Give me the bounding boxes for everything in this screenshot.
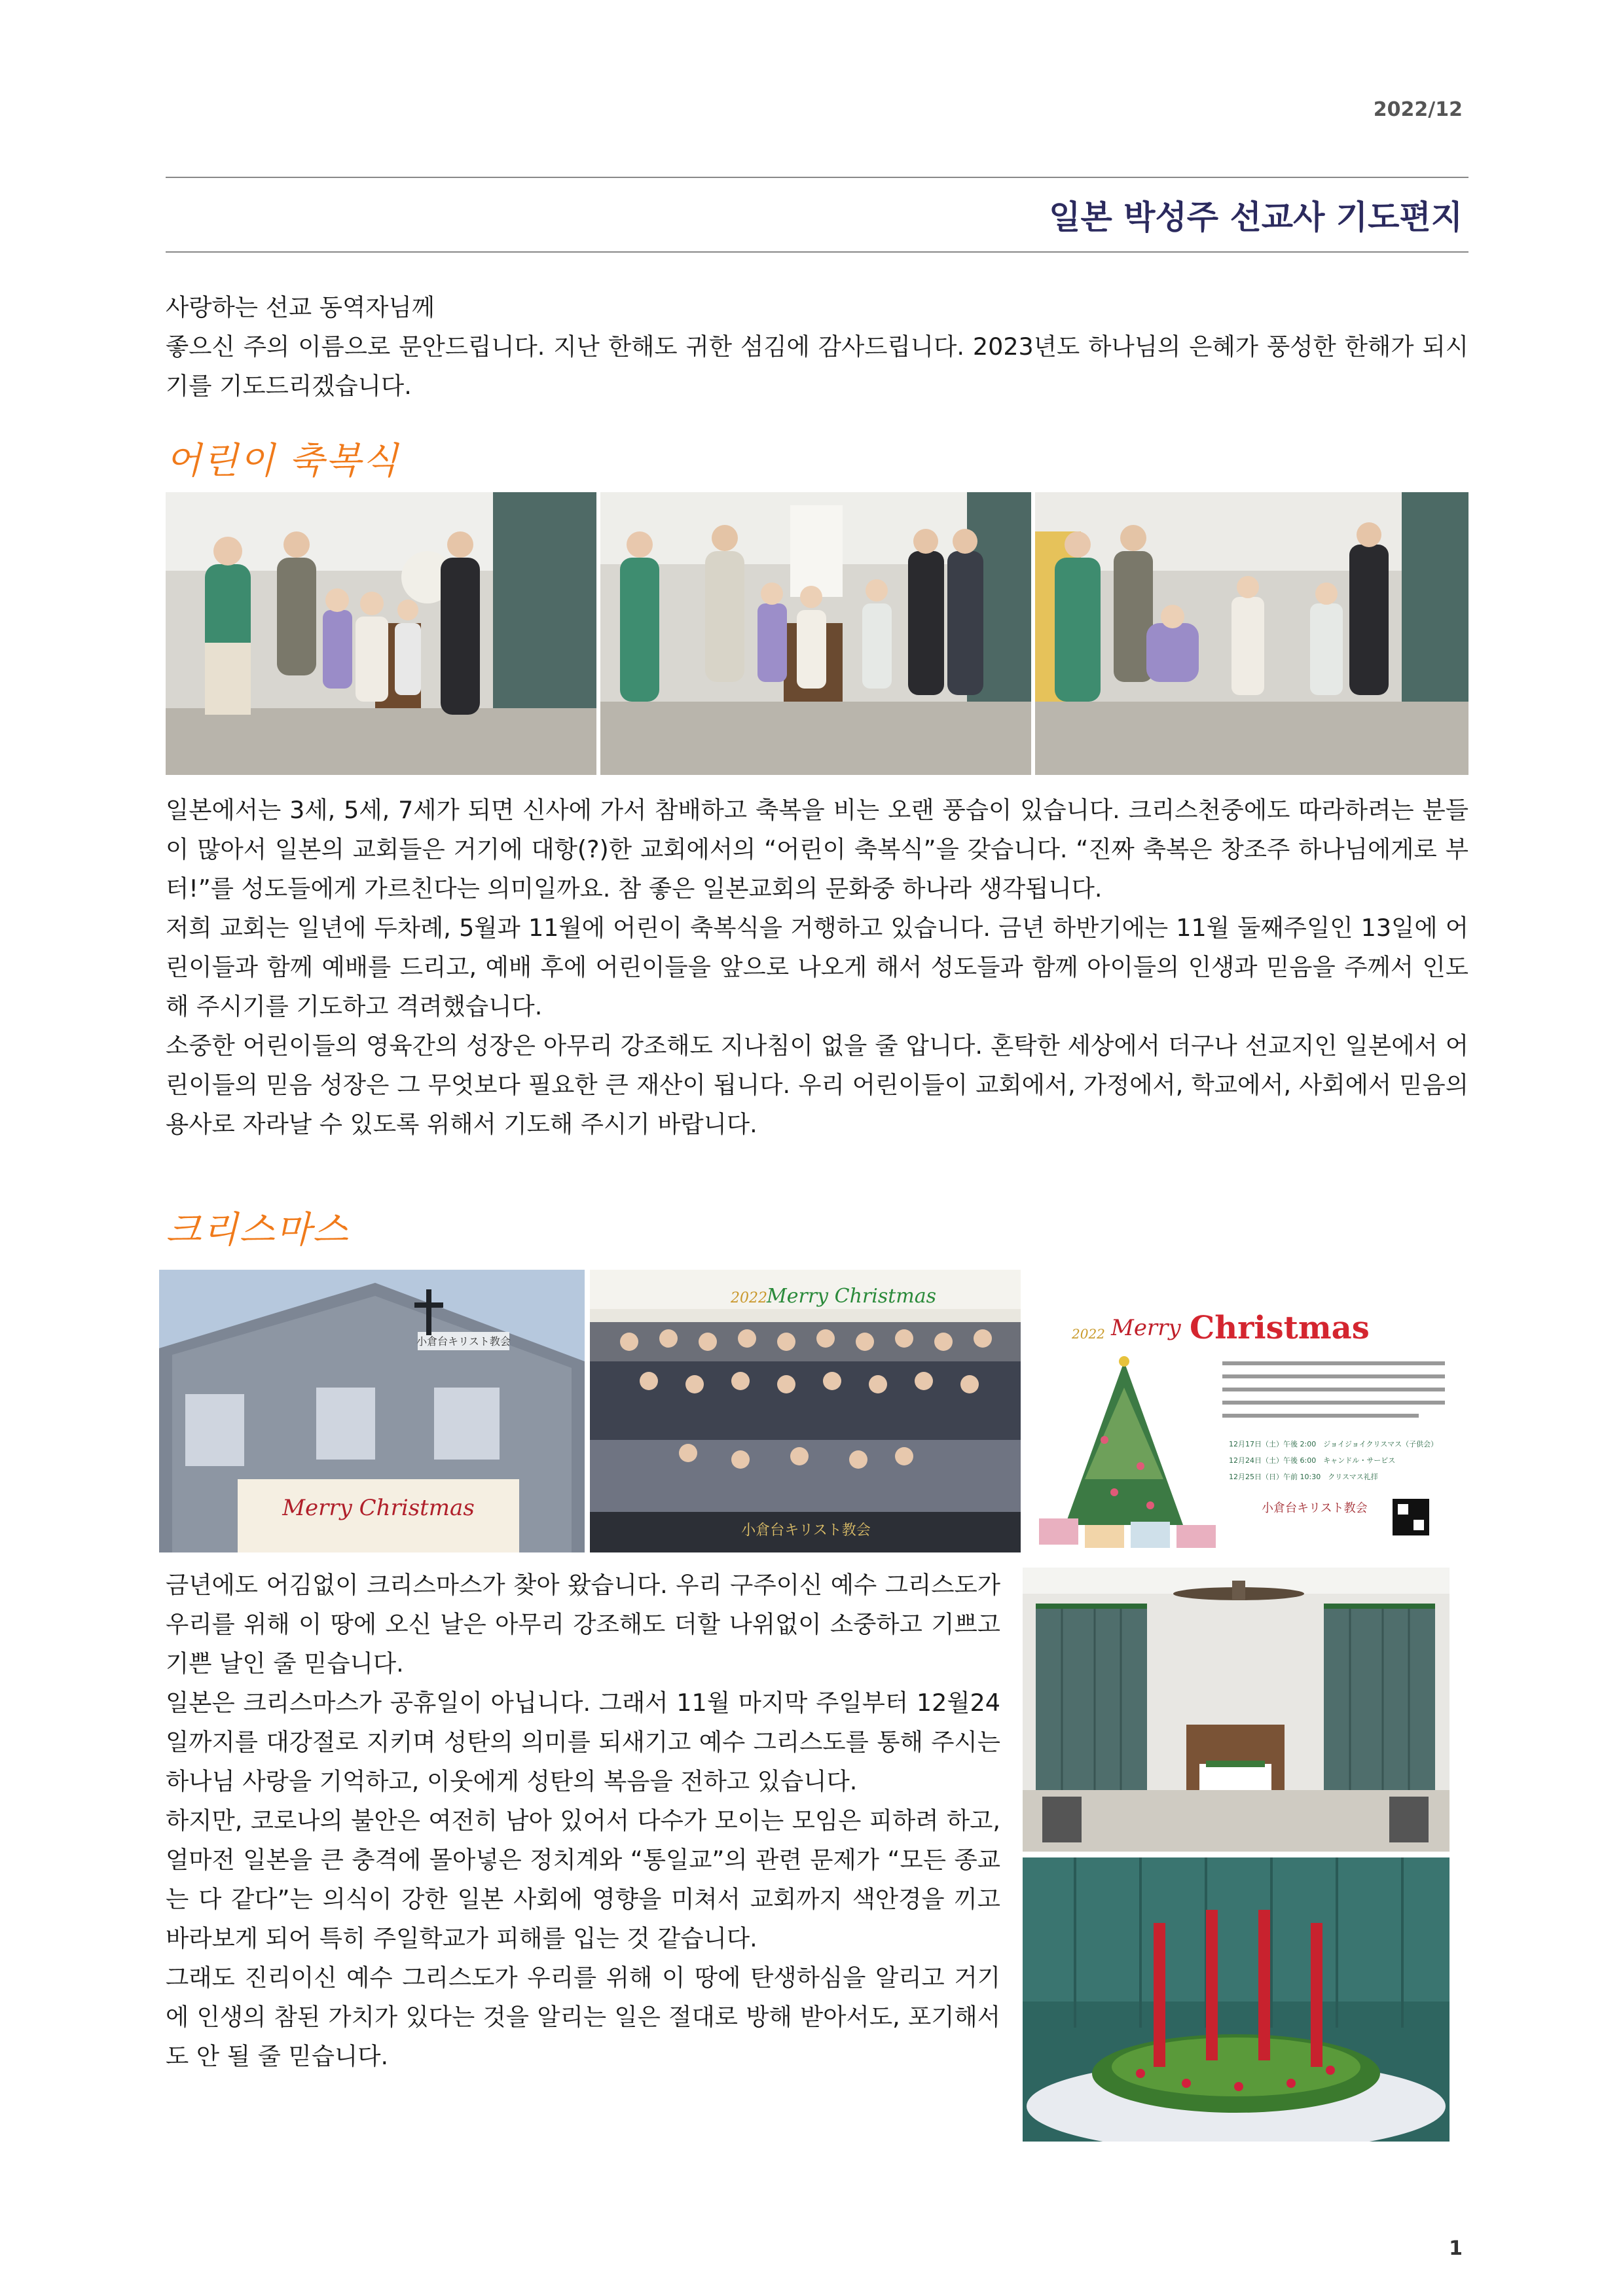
child-blessing-paragraph-3: 소중한 어린이들의 영육간의 성장은 아무리 강조해도 지나침이 없을 줄 압니다. 혼탁한 세상에서 더구나 선교지인 일본에서 어린이들의 믿음 성장은 그 무엇보다 필요한 큰 재산이 됩니다. 우리 어린이들이 교회에서, 가정에서, 학교에서, 사회에서 믿음의 용사로 자라날 수 있도록 위해서 기도해 주시기 바랍니다. <box>166 1031 1468 1138</box>
photo-advent-wreath <box>1023 1857 1450 2142</box>
page-title: 일본 박성주 선교사 기도편지 <box>1049 198 1463 236</box>
section-heading-christmas: 크리스마스 <box>166 1209 350 1251</box>
photo-church-interior <box>1023 1568 1450 1852</box>
greeting: 사랑하는 선교 동역자님께 <box>166 293 435 321</box>
church-sign-text: 小倉台キリスト教会 <box>416 1335 511 1348</box>
flyer-schedule-1: 12月17日（土）午後 2:00 ジョイジョイクリスマス（子供会） <box>1229 1440 1438 1448</box>
banner-merry-christmas: Merry Christmas <box>282 1495 475 1521</box>
flyer-schedule-3: 12月25日（日）午前 10:30 クリスマス礼拝 <box>1229 1473 1378 1481</box>
photo-church-building <box>159 1270 585 1552</box>
intro-body: 좋으신 주의 이름으로 문안드립니다. 지난 한해도 귀한 섬김에 감사드립니다. 2023년도 하나님의 은혜가 풍성한 한해가 되시기를 기도드리겠습니다. <box>166 332 1468 400</box>
christmas-paragraph-3: 하지만, 코로나의 불안은 여전히 남아 있어서 다수가 모이는 모임은 피하려 하고, 얼마전 일본을 큰 충격에 몰아넣은 정치계와 “통일교”의 관련 문제가 “모든 종교는 다 같다”는 의식이 강한 일본 사회에 영향을 미쳐서 교회까지 색안경을 끼고 바라보게 되어 특히 주일학교가 피해를 입는 것 같습니다. <box>166 1806 1000 1952</box>
letter-date: 2022/12 <box>1373 98 1463 121</box>
photo-child-blessing-3 <box>1035 492 1468 775</box>
christmas-paragraph-1: 금년에도 어김없이 크리스마스가 찾아 왔습니다. 우리 구주이신 예수 그리스도가 우리를 위해 이 땅에 오신 날은 아무리 강조해도 더할 나위없이 소중하고 기쁘고 기쁜 날인 줄 믿습니다. <box>166 1571 1000 1677</box>
flyer-christmas: Christmas <box>1190 1310 1370 1346</box>
section-christmas-text <box>166 1566 1000 2076</box>
group-church-name: 小倉台キリスト教会 <box>741 1522 871 1539</box>
flyer-church-name: 小倉台キリスト教会 <box>1262 1501 1368 1515</box>
intro <box>166 288 1468 406</box>
photo-christmas-flyer <box>1026 1270 1468 1552</box>
flyer-schedule-2: 12月24日（土）午後 6:00 キャンドル・サービス <box>1229 1456 1396 1465</box>
group-title: Merry Christmas <box>767 1285 937 1308</box>
photo-christmas-group <box>590 1270 1021 1552</box>
flyer-merry: Merry <box>1111 1315 1181 1341</box>
flyer-year: 2022 <box>1072 1326 1105 1342</box>
header-bottom-rule <box>166 251 1468 253</box>
section-heading-child-blessing: 어린이 축복식 <box>166 440 399 482</box>
header-top-rule <box>166 177 1468 178</box>
photo-child-blessing-2 <box>600 492 1031 775</box>
child-blessing-paragraph-1: 일본에서는 3세, 5세, 7세가 되면 신사에 가서 참배하고 축복을 비는 오랜 풍습이 있습니다. 크리스천중에도 따라하려는 분들이 많아서 일본의 교회들은 거기에 대항(?)한 교회에서의 “어린이 축복식”을 갖습니다. “진짜 축복은 창조주 하나님에게로 부터!”를 성도들에게 가르친다는 의미일까요. 참 좋은 일본교회의 문화중 하나라 생각됩니다. <box>166 796 1468 903</box>
group-year: 2022 <box>731 1290 767 1306</box>
christmas-paragraph-4: 그래도 진리이신 예수 그리스도가 우리를 위해 이 땅에 탄생하심을 알리고 거기에 인생의 참된 가치가 있다는 것을 알리는 일은 절대로 방해 받아서도, 포기해서도 안 될 줄 믿습니다. <box>166 1964 1000 2070</box>
page-number: 1 <box>1449 2237 1463 2260</box>
photo-child-blessing-1 <box>166 492 596 775</box>
section-child-blessing-text <box>166 791 1468 1144</box>
christmas-paragraph-2: 일본은 크리스마스가 공휴일이 아닙니다. 그래서 11월 마지막 주일부터 12월24일까지를 대강절로 지키며 성탄의 의미를 되새기고 예수 그리스도를 통해 주시는 하나님 사랑을 기억하고, 이웃에게 성탄의 복음을 전하고 있습니다. <box>166 1689 1000 1795</box>
child-blessing-paragraph-2: 저희 교회는 일년에 두차례, 5월과 11월에 어린이 축복식을 거행하고 있습니다. 금년 하반기에는 11월 둘째주일인 13일에 어린이들과 함께 예배를 드리고, 예배 후에 어린이들을 앞으로 나오게 해서 성도들과 함께 아이들의 인생과 믿음을 주께서 인도해 주시기를 기도하고 격려했습니다. <box>166 914 1468 1020</box>
